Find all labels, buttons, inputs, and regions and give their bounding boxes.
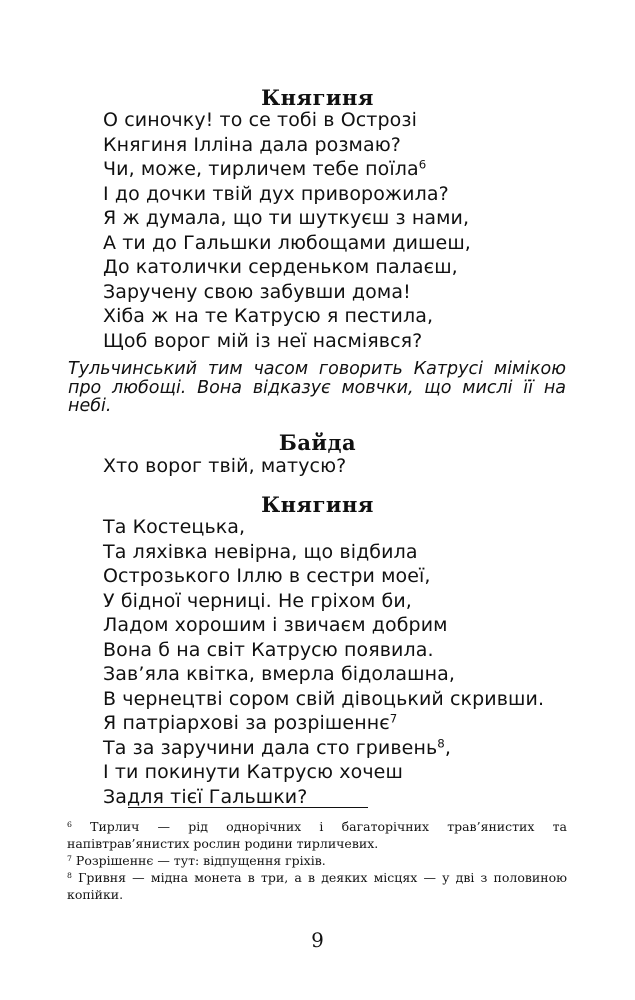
verse-line: І ти покинути Катрусю хочеш: [103, 761, 403, 783]
verse-line: Зав’яла квітка, вмерла бідолашна,: [103, 663, 455, 685]
verse-line: Задля тієї Гальшки?: [103, 785, 308, 808]
verse-line: Княгиня Ілліна дала розмаю?: [103, 133, 401, 156]
verse-line: Ладом хорошим і звичаєм добрим: [103, 614, 448, 636]
footnote: [67, 852, 567, 869]
footnote-number: 7: [67, 853, 72, 863]
footnote-number: 8: [67, 870, 72, 880]
speaker-name: Байда: [278, 430, 357, 455]
page-number: 9: [311, 928, 324, 952]
footnote-ref: 6: [418, 157, 427, 172]
footnote-text: Тирлич — рід однорічних і багаторічних трав’янистих та напівтрав’янистих рослин родини тирличевих.: [67, 819, 567, 851]
verse-block: [103, 108, 603, 353]
verse-line: Хіба ж на те Катрусю я пестила,: [103, 305, 434, 327]
footnote-text: Розрішеннє — тут: відпущення гріхів.: [75, 853, 326, 868]
verse-line: Щоб ворог мій із неї насміявся?: [103, 329, 423, 352]
verse-line: А ти до Гальшки любощами дишеш,: [103, 231, 471, 254]
verse-line: Я ж думала, що ти шуткуєш з нами,: [103, 207, 470, 229]
verse-line-text: Та за заручини дала сто гривень: [103, 736, 438, 759]
speaker-name: Княгиня: [261, 492, 374, 517]
footnote: [67, 869, 567, 903]
verse-line: В чернецтві сором свій дівоцький скривши.: [103, 687, 545, 710]
speaker-name: Княгиня: [261, 85, 374, 110]
verse-line-punct: ,: [444, 736, 452, 759]
verse-line: [103, 157, 603, 182]
verse-block: [103, 515, 603, 809]
verse-line: Острозького Іллю в сестри моеї,: [103, 565, 431, 587]
verse-line: Заручену свою забувши дома!: [103, 280, 411, 303]
verse-line: Та Костецька,: [103, 516, 246, 538]
verse-line: О синочку! то се тобі в Острозі: [103, 109, 417, 131]
footnote-divider: [128, 807, 368, 808]
stage-direction: Тульчинський тим часом говорить Катрусі мімікою про любощі. Вона відказує мовчки, що мислі її на небі.: [68, 359, 566, 416]
footnote-number: 6: [67, 819, 72, 829]
verse-line: Та ляхівка невірна, що відбила: [103, 540, 418, 563]
verse-line: Вона б на світ Катрусю появила.: [103, 638, 434, 661]
verse-line-text: Я патріархові за розрішеннє: [103, 712, 390, 734]
verse-line: У бідної черниці. Не гріхом би,: [103, 589, 412, 612]
footnote-ref: 7: [389, 711, 398, 726]
verse-line: [103, 711, 603, 736]
footnotes: [67, 818, 567, 903]
footnote: [67, 818, 567, 852]
verse-line: І до дочки твій дух приворожила?: [103, 182, 449, 205]
verse-line: Хто ворог твій, матусю?: [103, 455, 347, 477]
verse-line: [103, 736, 603, 761]
footnote-text: Гривня — мідна монета в три, а в деяких місцях — у дві з половиною копійки.: [67, 870, 567, 902]
verse-block: [103, 454, 603, 479]
verse-line: До католички серденьком палаєш,: [103, 256, 458, 278]
verse-line-text: Чи, може, тирличем тебе поїла: [103, 158, 419, 180]
footnote-ref: 8: [437, 736, 445, 751]
